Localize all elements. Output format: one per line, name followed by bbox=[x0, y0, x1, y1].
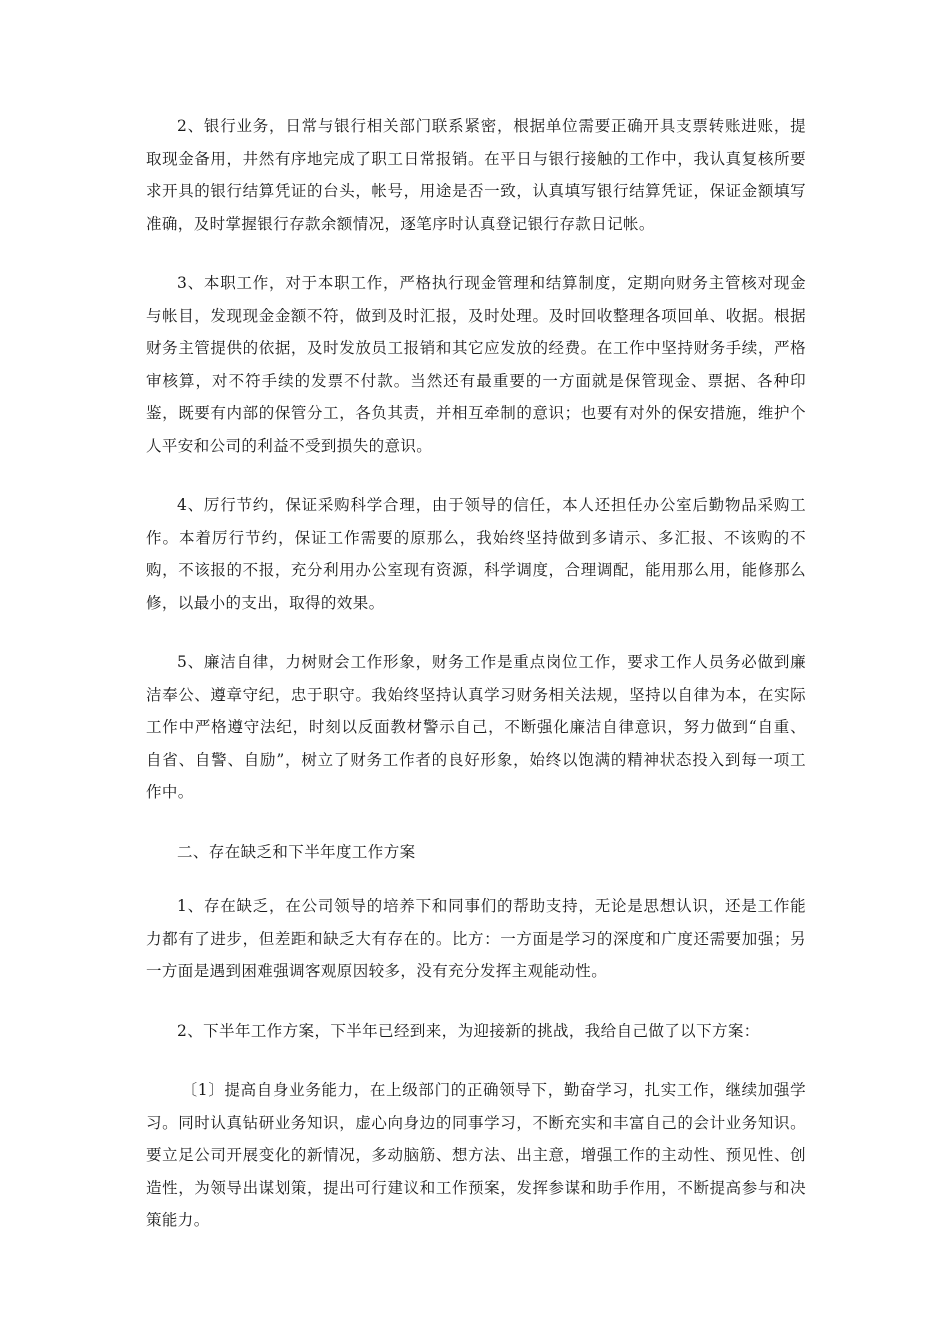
paragraph-integrity: 5、廉洁自律，力树财会工作形象，财务工作是重点岗位工作，要求工作人员务必做到廉洁奉公、遵章守纪，忠于职守。我始终坚持认真学习财务相关法规，坚持以自律为本，在实际工作中严格遵守法纪，时刻以反面教材警示自己，不断强化廉洁自律意识，努力做到“自重、自省、自警、自励”，树立了财务工作者的良好形象，始终以饱满的精神状态投入到每一项工作中。 bbox=[146, 653, 806, 801]
section-heading-shortcomings-plan: 二、存在缺乏和下半年度工作方案 bbox=[177, 842, 416, 861]
paragraph-second-half-plan: 2、下半年工作方案，下半年已经到来，为迎接新的挑战，我给自己做了以下方案： bbox=[177, 1021, 760, 1040]
paragraph-core-duties: 3、本职工作，对于本职工作，严格执行现金管理和结算制度，定期向财务主管核对现金与帐目，发现现金金额不符，做到及时汇报，及时处理。及时回收整理各项回单、收据。根据财务主管提供的依据，及时发放员工报销和其它应发放的经费。在工作中坚持财务手续，严格审核算，对不符手续的发票不付款。当然还有最重要的一方面就是保管现金、票据、各种印鉴，既要有内部的保管分工，各负其责，并相互牵制的意识；也要有对外的保安措施，维护个人平安和公司的利益不受到损失的意识。 bbox=[146, 274, 806, 455]
paragraph-shortcomings: 1、存在缺乏，在公司领导的培养下和同事们的帮助支持，无论是思想认识，还是工作能力都有了进步，但差距和缺乏大有存在的。比方：一方面是学习的深度和广度还需要加强；另一方面是遇到困难强调客观原因较多，没有充分发挥主观能动性。 bbox=[146, 897, 806, 980]
paragraph-thrift-procurement: 4、厉行节约，保证采购科学合理，由于领导的信任，本人还担任办公室后勤物品采购工作。本着厉行节约，保证工作需要的原那么，我始终坚持做到多请示、多汇报、不该购的不购，不该报的不报，充分利用办公室现有资源，科学调度，合理调配，能用那么用，能修那么修，以最小的支出，取得的效果。 bbox=[146, 496, 806, 612]
paragraph-improve-ability: 〔1〕提高自身业务能力，在上级部门的正确领导下，勤奋学习，扎实工作，继续加强学习。同时认真钻研业务知识，虚心向身边的同事学习，不断充实和丰富自己的会计业务知识。要立足公司开展变化的新情况，多动脑筋、想方法、出主意，增强工作的主动性、预见性、创造性，为领导出谋划策，提出可行建议和工作预案，发挥参谋和助手作用，不断提高参与和决策能力。 bbox=[146, 1081, 806, 1229]
paragraph-bank-business: 2、银行业务，日常与银行相关部门联系紧密，根据单位需要正确开具支票转账进账，提取现金备用，井然有序地完成了职工日常报销。在平日与银行接触的工作中，我认真复核所要求开具的银行结算凭证的台头，帐号，用途是否一致，认真填写银行结算凭证，保证金额填写准确，及时掌握银行存款余额情况，逐笔序时认真登记银行存款日记帐。 bbox=[146, 117, 806, 233]
document-page bbox=[146, 110, 806, 1264]
